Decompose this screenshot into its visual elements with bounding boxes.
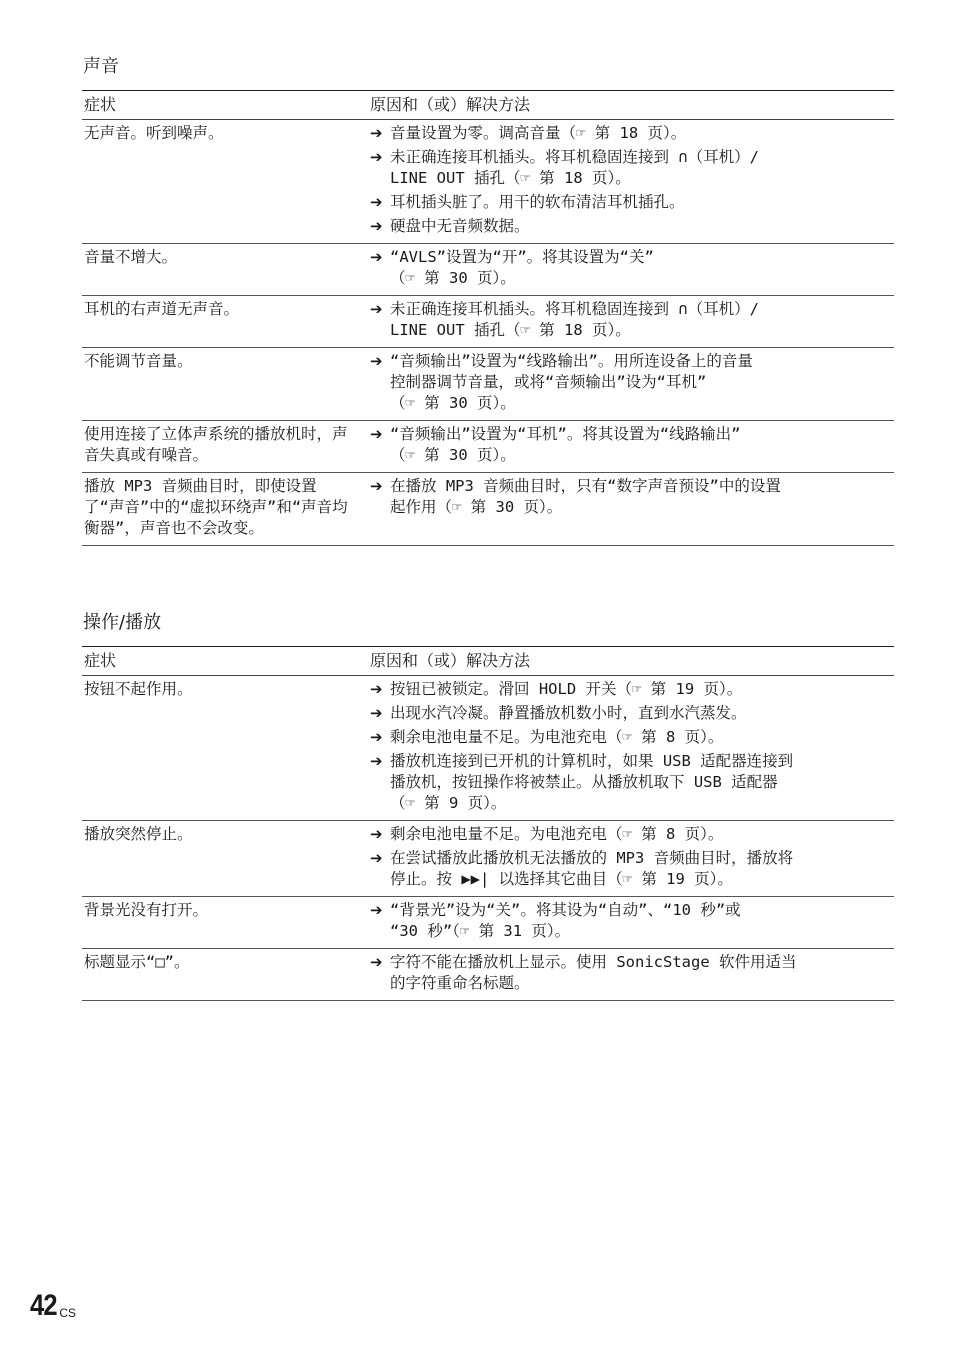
cause-item [370,900,892,942]
cause-text: 按钮已被锁定。滑回 HOLD 开关（☞ 第 19 页）。 [390,680,743,698]
table-row [82,120,894,244]
symptom-cell: 背景光没有打开。 [82,897,368,949]
cause-item [370,192,892,213]
arrow-icon: ➔ [370,901,383,919]
section-title: 操作/播放 [83,612,162,633]
table-row [82,348,894,421]
arrow-icon: ➔ [370,124,383,142]
symptom-header: 症状 [82,91,368,120]
cause-text: 在尝试播放此播放机无法播放的 MP3 音频曲目时，播放将 停止。按 ▶▶| 以选择其它曲目（☞ 第 19 页）。 [390,849,794,888]
cause-text: 硬盘中无音频数据。 [390,217,530,235]
cause-cell [368,676,894,821]
table-row [82,897,894,949]
cause-text: 字符不能在播放机上显示。使用 SonicStage 软件用适当 的字符重命名标题。 [390,953,797,992]
symptom-cell: 音量不增大。 [82,244,368,296]
table-row [82,676,894,821]
cause-item [370,424,892,466]
cause-item [370,351,892,414]
arrow-icon: ➔ [370,300,383,318]
cause-text: “AVLS”设置为“开”。将其设置为“关” （☞ 第 30 页）。 [390,248,654,287]
table-body [82,676,894,1001]
cause-text: 剩余电池电量不足。为电池充电（☞ 第 8 页）。 [390,825,724,843]
cause-text: 未正确连接耳机插头。将耳机稳固连接到 ∩（耳机）/ LINE OUT 插孔（☞ 第 18 页）。 [390,148,759,187]
table-row [82,949,894,1001]
section-title: 声音 [83,56,119,77]
troubleshooting-table-sound [82,90,894,546]
cause-item [370,476,892,518]
symptom-cell: 使用连接了立体声系统的播放机时，声音失真或有噪音。 [82,421,368,473]
cause-item [370,299,892,341]
cause-text: “音频输出”设置为“线路输出”。用所连设备上的音量 控制器调节音量，或将“音频输出”设为“耳机” （☞ 第 30 页）。 [390,352,753,412]
cause-cell [368,821,894,897]
section-sound [82,54,894,546]
cause-text: 未正确连接耳机插头。将耳机稳固连接到 ∩（耳机）/ LINE OUT 插孔（☞ 第 18 页）。 [390,300,759,339]
arrow-icon: ➔ [370,680,383,698]
arrow-icon: ➔ [370,728,383,746]
cause-text: 出现水汽冷凝。静置播放机数小时，直到水汽蒸发。 [390,704,747,722]
arrow-icon: ➔ [370,704,383,722]
cause-cell [368,348,894,421]
cause-cell [368,296,894,348]
cause-cell [368,244,894,296]
arrow-icon: ➔ [370,148,383,166]
cause-text: 音量设置为零。调高音量（☞ 第 18 页）。 [390,124,687,142]
cause-item [370,751,892,814]
arrow-icon: ➔ [370,193,383,211]
cause-cell [368,473,894,546]
cause-cell [368,120,894,244]
arrow-icon: ➔ [370,477,383,495]
cause-item [370,848,892,890]
arrow-icon: ➔ [370,352,383,370]
language-code: CS [59,1306,77,1320]
cause-item [370,824,892,845]
symptom-cell: 标题显示“□”。 [82,949,368,1001]
page-number: 42 [30,1289,57,1322]
symptom-header: 症状 [82,647,368,676]
troubleshooting-table-operation [82,646,894,1001]
symptom-cell: 播放突然停止。 [82,821,368,897]
cause-item [370,727,892,748]
table-header-row [82,91,894,120]
arrow-icon: ➔ [370,849,383,867]
section-operation-playback [82,610,894,1001]
arrow-icon: ➔ [370,217,383,235]
cause-header: 原因和（或）解决方法 [368,91,894,120]
arrow-icon: ➔ [370,953,383,971]
cause-cell [368,897,894,949]
cause-header: 原因和（或）解决方法 [368,647,894,676]
cause-item [370,216,892,237]
arrow-icon: ➔ [370,825,383,843]
cause-item [370,123,892,144]
cause-item [370,703,892,724]
cause-text: 在播放 MP3 音频曲目时，只有“数字声音预设”中的设置 起作用（☞ 第 30 页）。 [390,477,781,516]
symptom-cell: 按钮不起作用。 [82,676,368,821]
symptom-cell: 无声音。听到噪声。 [82,120,368,244]
cause-text: 耳机插头脏了。用干的软布清洁耳机插孔。 [390,193,685,211]
table-row [82,421,894,473]
symptom-cell: 不能调节音量。 [82,348,368,421]
table-header-row [82,647,894,676]
cause-cell [368,949,894,1001]
symptom-cell: 播放 MP3 音频曲目时，即使设置了“声音”中的“虚拟环绕声”和“声音均衡器”，声音也不会改变。 [82,473,368,546]
arrow-icon: ➔ [370,752,383,770]
symptom-cell: 耳机的右声道无声音。 [82,296,368,348]
table-body [82,120,894,546]
cause-item [370,679,892,700]
cause-item [370,147,892,189]
table-row [82,821,894,897]
arrow-icon: ➔ [370,425,383,443]
cause-text: “背景光”设为“关”。将其设为“自动”、“10 秒”或 “30 秒”（☞ 第 31 页）。 [390,901,741,940]
cause-text: 剩余电池电量不足。为电池充电（☞ 第 8 页）。 [390,728,724,746]
cause-text: “音频输出”设置为“耳机”。将其设置为“线路输出” （☞ 第 30 页）。 [390,425,741,464]
table-row [82,244,894,296]
cause-cell [368,421,894,473]
arrow-icon: ➔ [370,248,383,266]
cause-item [370,952,892,994]
cause-text: 播放机连接到已开机的计算机时，如果 USB 适配器连接到 播放机，按钮操作将被禁止。从播放机取下 USB 适配器 （☞ 第 9 页）。 [390,752,794,812]
cause-item [370,247,892,289]
page-footer [30,1286,76,1322]
table-row [82,473,894,546]
table-row [82,296,894,348]
